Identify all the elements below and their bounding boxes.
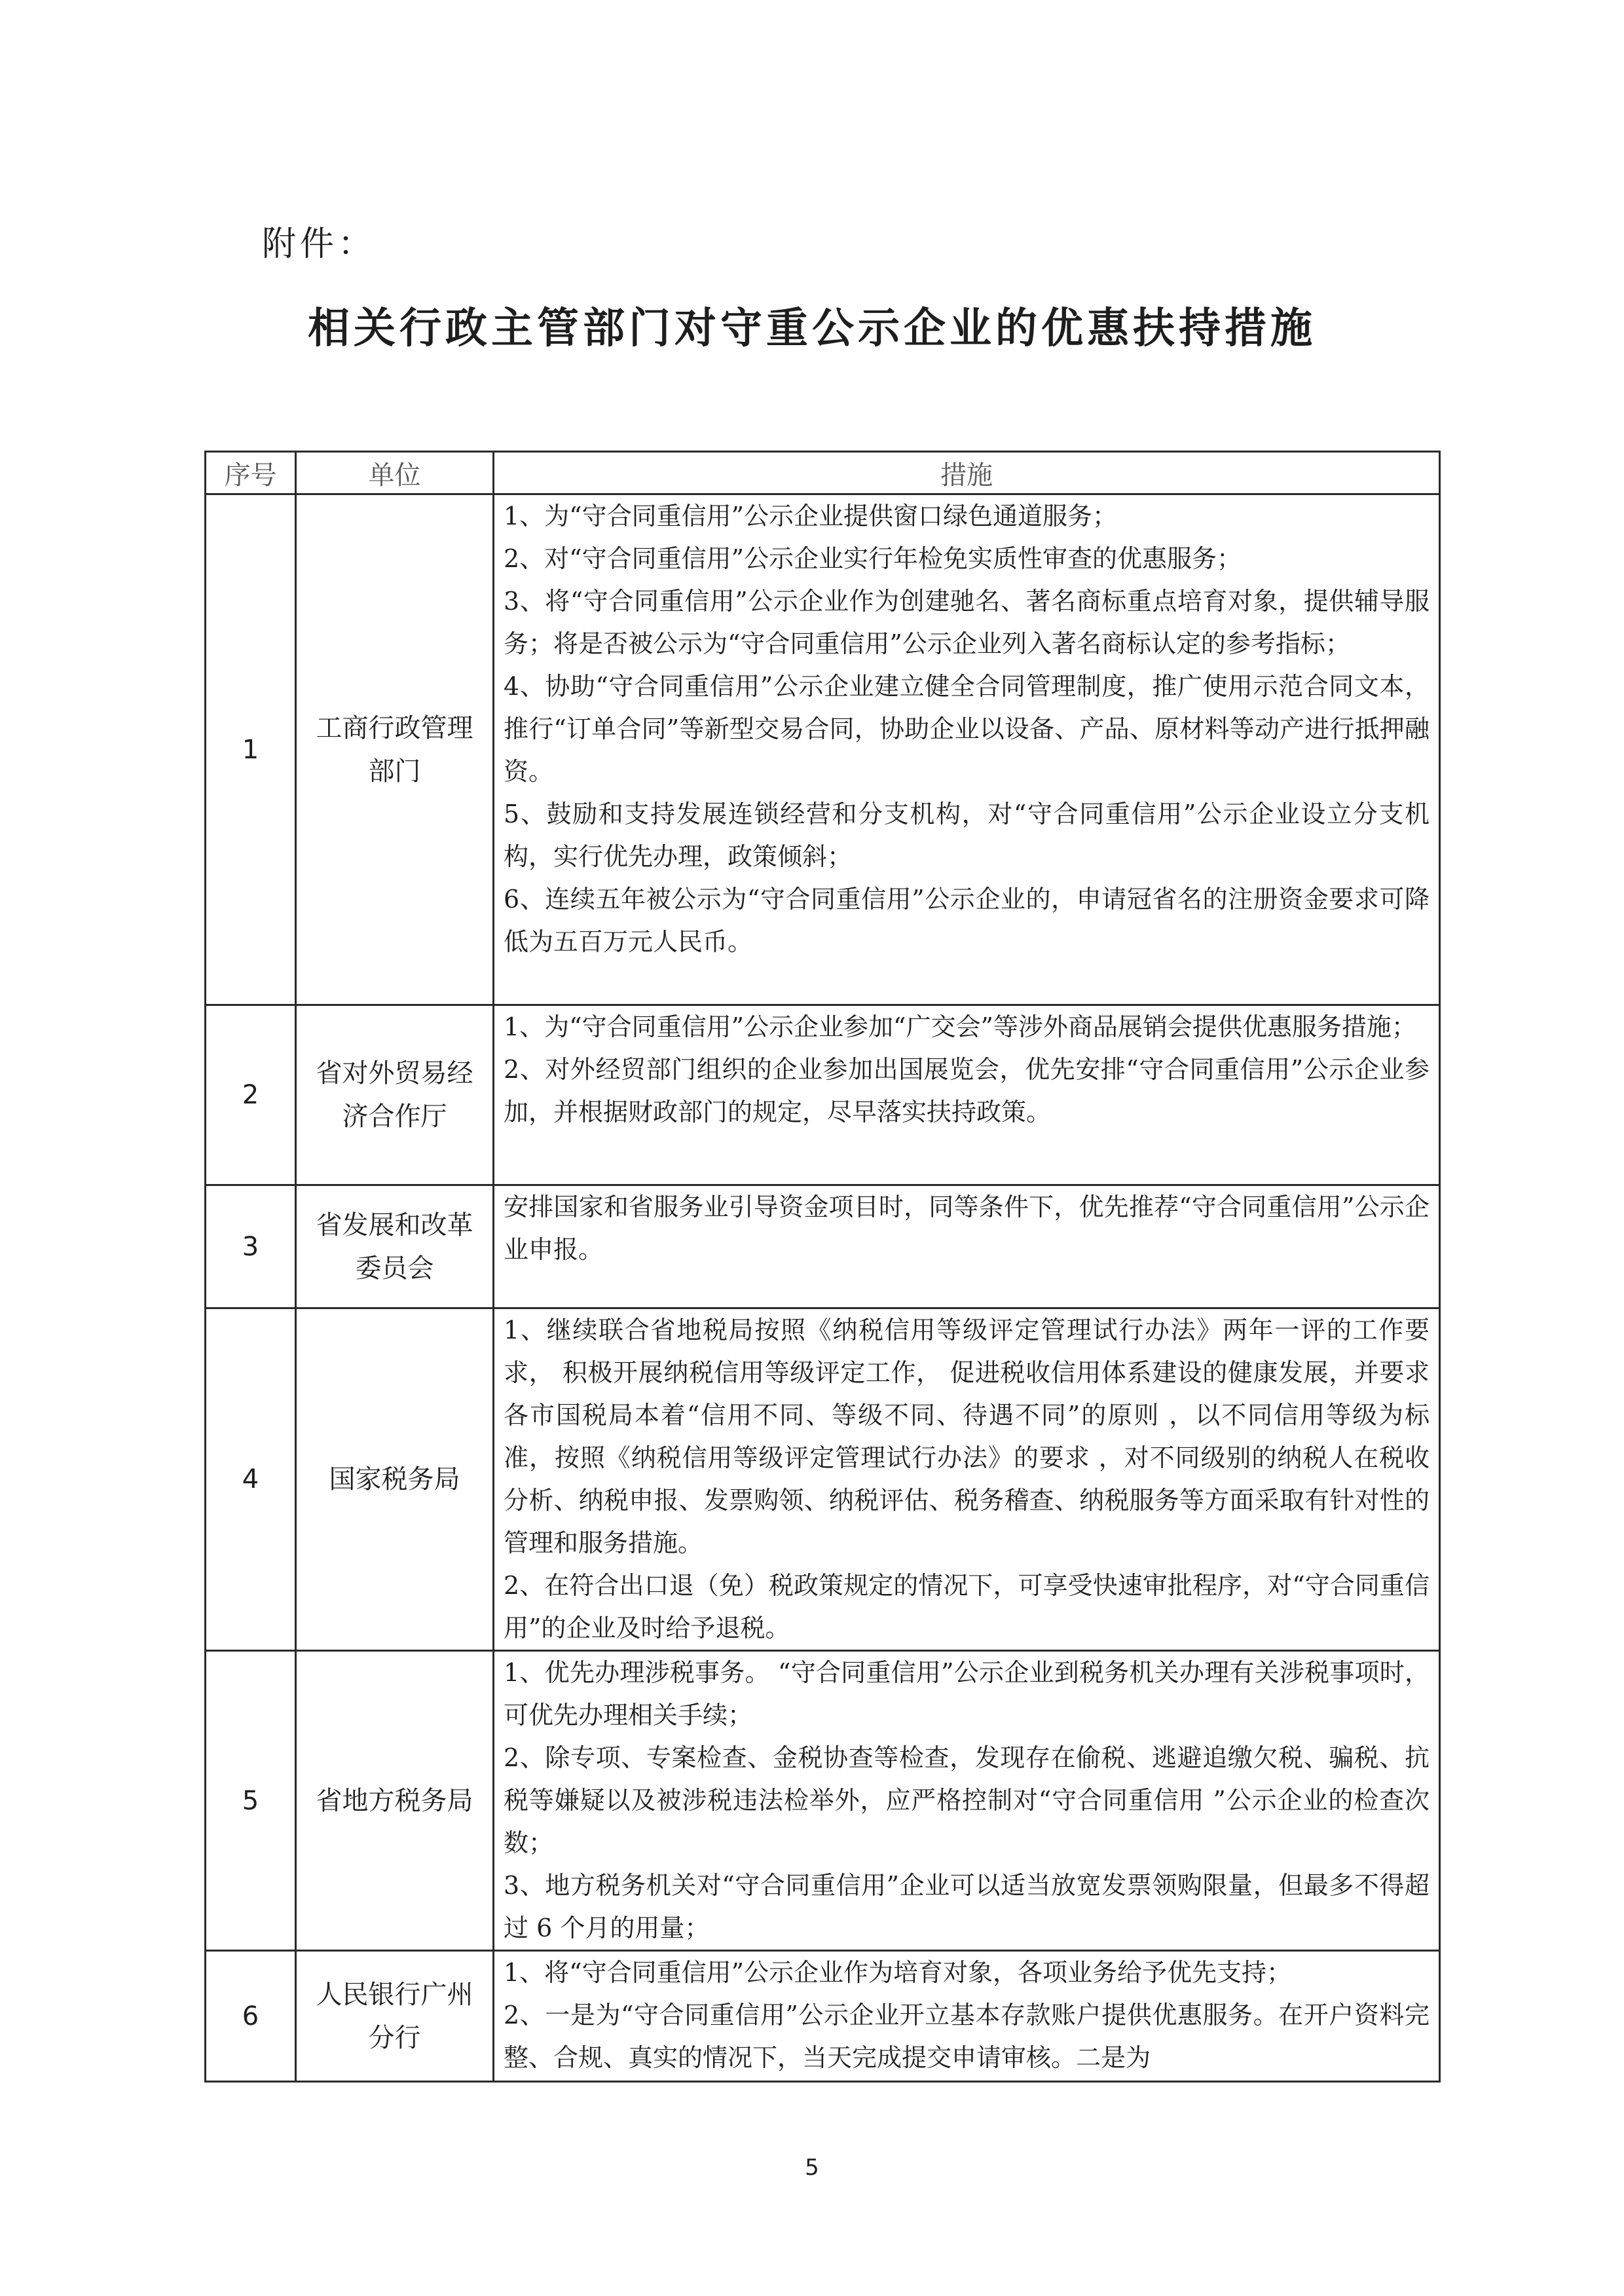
- measure-item: 3、地方税务机关对“守合同重信用”企业可以适当放宽发票领购限量，但最多不得超过 6 个月的用量；: [504, 1871, 1430, 1942]
- measure-item: 2、一是为“守合同重信用”公示企业开立基本存款账户提供优惠服务。在开户资料完整、合规、真实的情况下，当天完成提交申请审核。二是为: [504, 2001, 1430, 2072]
- measure-item: 1、为“守合同重信用”公示企业提供窗口绿色通道服务；: [504, 502, 1118, 530]
- measure-item: 3、将“守合同重信用”公示企业作为创建驰名、著名商标重点培育对象，提供辅导服务；将是否被公示为“守合同重信用”公示企业列入著名商标认定的参考指标；: [504, 587, 1430, 658]
- measure-item: 2、对外经贸部门组织的企业参加出国展览会，优先安排“守合同重信用”公示企业参加，并根据财政部门的规定，尽早落实扶持政策。: [504, 1055, 1430, 1126]
- measure-item: 1、继续联合省地税局按照《纳税信用等级评定管理试行办法》两年一评的工作要求， 积极开展纳税信用等级评定工作， 促进税收信用体系建设的健康发展，并要求各市国税局本着“信用不同、等级不同、待遇不同”的原则 ，以不同信用等级为标准，按照《纳税信用等级评定管理试行办法》的要求 ，对不同级别的纳税人在税收分析、纳税申报、发票购领、纳税评估、税务稽查、纳税服务等方面采取有针对性的管理和服务措施。: [504, 1316, 1430, 1557]
- page-number: 5: [805, 2155, 819, 2181]
- row-unit: 省对外贸易经济合作厅: [296, 1005, 494, 1185]
- header-measures: 措施: [494, 452, 1440, 494]
- row-measures: [494, 1308, 1440, 1651]
- measure-item: 安排国家和省服务业引导资金项目时，同等条件下，优先推荐“守合同重信用”公示企业申报。: [504, 1193, 1430, 1264]
- table-row: [206, 1651, 1440, 1951]
- measure-item: 2、在符合出口退（免）税政策规定的情况下，可享受快速审批程序，对“守合同重信用”的企业及时给予退税。: [504, 1571, 1430, 1642]
- table-row: [206, 1308, 1440, 1651]
- row-measures: [494, 1951, 1440, 2082]
- measure-item: 1、将“守合同重信用”公示企业作为培育对象，各项业务给予优先支持；: [504, 1958, 1292, 1987]
- attachment-label: 附件：: [262, 225, 377, 264]
- row-measures: [494, 1005, 1440, 1185]
- table-header-row: [206, 452, 1440, 494]
- measure-item: 4、协助“守合同重信用”公示企业建立健全合同管理制度，推广使用示范合同文本，推行“订单合同”等新型交易合同，协助企业以设备、产品、原材料等动产进行抵押融资。: [504, 672, 1430, 786]
- row-unit: 省发展和改革委员会: [296, 1185, 494, 1308]
- row-measures: [494, 494, 1440, 1005]
- row-no: 6: [206, 1951, 296, 2082]
- header-unit: 单位: [296, 452, 494, 494]
- header-no: 序号: [206, 452, 296, 494]
- table-row: [206, 1005, 1440, 1185]
- row-no: 4: [206, 1308, 296, 1651]
- measure-item: 2、除专项、专案检查、金税协查等检查，发现存在偷税、逃避追缴欠税、骗税、抗税等嫌疑以及被涉税违法检举外，应严格控制对“守合同重信用 ”公示企业的检查次数；: [504, 1743, 1430, 1857]
- row-no: 3: [206, 1185, 296, 1308]
- row-measures: [494, 1185, 1440, 1308]
- measure-item: 2、对“守合同重信用”公示企业实行年检免实质性审查的优惠服务；: [504, 544, 1242, 573]
- row-no: 5: [206, 1651, 296, 1951]
- table-row: [206, 1185, 1440, 1308]
- row-unit: 人民银行广州分行: [296, 1951, 494, 2082]
- measure-item: 1、优先办理涉税事务。 “守合同重信用”公示企业到税务机关办理有关涉税事项时，可优先办理相关手续；: [504, 1658, 1430, 1730]
- row-unit: 省地方税务局: [296, 1651, 494, 1951]
- table-row: [206, 494, 1440, 1005]
- row-no: 2: [206, 1005, 296, 1185]
- row-unit: 国家税务局: [296, 1308, 494, 1651]
- table-row: [206, 1951, 1440, 2082]
- measures-table: [204, 451, 1441, 2083]
- row-measures: [494, 1651, 1440, 1951]
- row-no: 1: [206, 494, 296, 1005]
- document-title: 相关行政主管部门对守重公示企业的优惠扶持措施: [308, 305, 1316, 353]
- measure-item: 1、为“守合同重信用”公示企业参加“广交会”等涉外商品展销会提供优惠服务措施；: [504, 1012, 1416, 1041]
- measure-item: 5、鼓励和支持发展连锁经营和分支机构，对“守合同重信用”公示企业设立分支机构，实行优先办理，政策倾斜；: [504, 800, 1430, 871]
- measure-item: 6、连续五年被公示为“守合同重信用”公示企业的，申请冠省名的注册资金要求可降低为五百万元人民币。: [504, 885, 1430, 956]
- row-unit: 工商行政管理部门: [296, 494, 494, 1005]
